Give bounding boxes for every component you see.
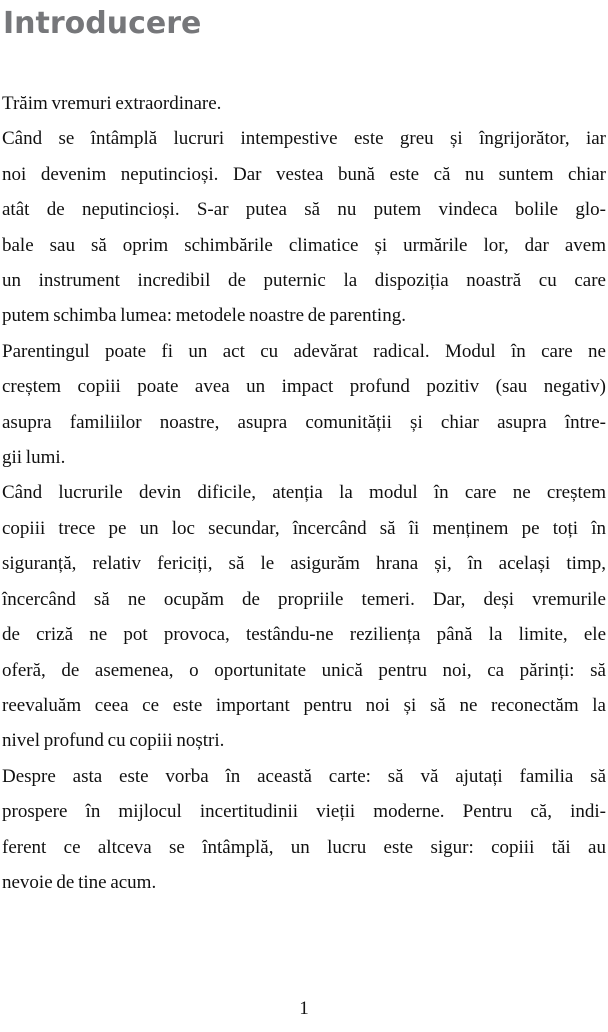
- text-line: reevaluăm ceea ce este important pentru noi și să ne reconectăm la: [2, 694, 606, 716]
- text-line: noi devenim neputincioși. Dar vestea bună este că nu suntem chiar: [2, 163, 606, 185]
- paragraph: [2, 334, 606, 476]
- text-line: Trăim vremuri extraordinare.: [2, 93, 222, 114]
- text-line: copiii trece pe un loc secundar, încercând să îi menținem pe toți în: [2, 517, 606, 539]
- text-line: creștem copiii poate avea un impact profund pozitiv (sau negativ): [2, 376, 606, 398]
- paragraph: [2, 121, 606, 333]
- text-line: Despre asta este vorba în această carte: să vă ajutați familia să: [2, 765, 606, 787]
- text-line: asupra familiilor noastre, asupra comunității și chiar asupra între-: [2, 411, 606, 433]
- body-text: [2, 86, 606, 900]
- text-line: încercând să ne ocupăm de propriile temeri. Dar, deși vremurile: [2, 588, 606, 610]
- text-line: bale sau să oprim schimbările climatice și urmările lor, dar avem: [2, 234, 606, 256]
- text-line: Când lucrurile devin dificile, atenția la modul în care ne creștem: [2, 482, 606, 504]
- text-line: nevoie de tine acum.: [2, 871, 157, 893]
- text-line: ferent ce altceva se întâmplă, un lucru este sigur: copiii tăi au: [2, 836, 606, 858]
- page-number: 1: [299, 998, 309, 1019]
- paragraph: [2, 475, 606, 758]
- text-line: siguranță, relativ fericiți, să le asigurăm hrana și, în același timp,: [2, 553, 606, 575]
- text-line: Când se întâmplă lucruri intempestive este greu și îngrijorător, iar: [2, 128, 606, 150]
- paragraph: [2, 86, 606, 121]
- text-line: nivel profund cu copiii noștri.: [2, 730, 225, 752]
- page-title: Introducere: [3, 6, 202, 41]
- paragraph: [2, 759, 606, 901]
- text-line: oferă, de asemenea, o oportunitate unică pentru noi, ca părinți: să: [2, 659, 606, 681]
- text-line: prospere în mijlocul incertitudinii vieții moderne. Pentru că, indi-: [2, 801, 606, 823]
- text-line: atât de neputincioși. S-ar putea să nu putem vindeca bolile glo-: [2, 199, 606, 221]
- page-footer: [0, 998, 608, 1020]
- text-line: de criză ne pot provoca, testându-ne reziliența până la limite, ele: [2, 624, 606, 646]
- text-line: gii lumi.: [2, 447, 66, 469]
- text-line: un instrument incredibil de puternic la dispoziția noastră cu care: [2, 270, 606, 292]
- text-line: putem schimba lumea: metodele noastre de parenting.: [2, 305, 406, 327]
- text-line: Parentingul poate fi un act cu adevărat radical. Modul în care ne: [2, 340, 606, 362]
